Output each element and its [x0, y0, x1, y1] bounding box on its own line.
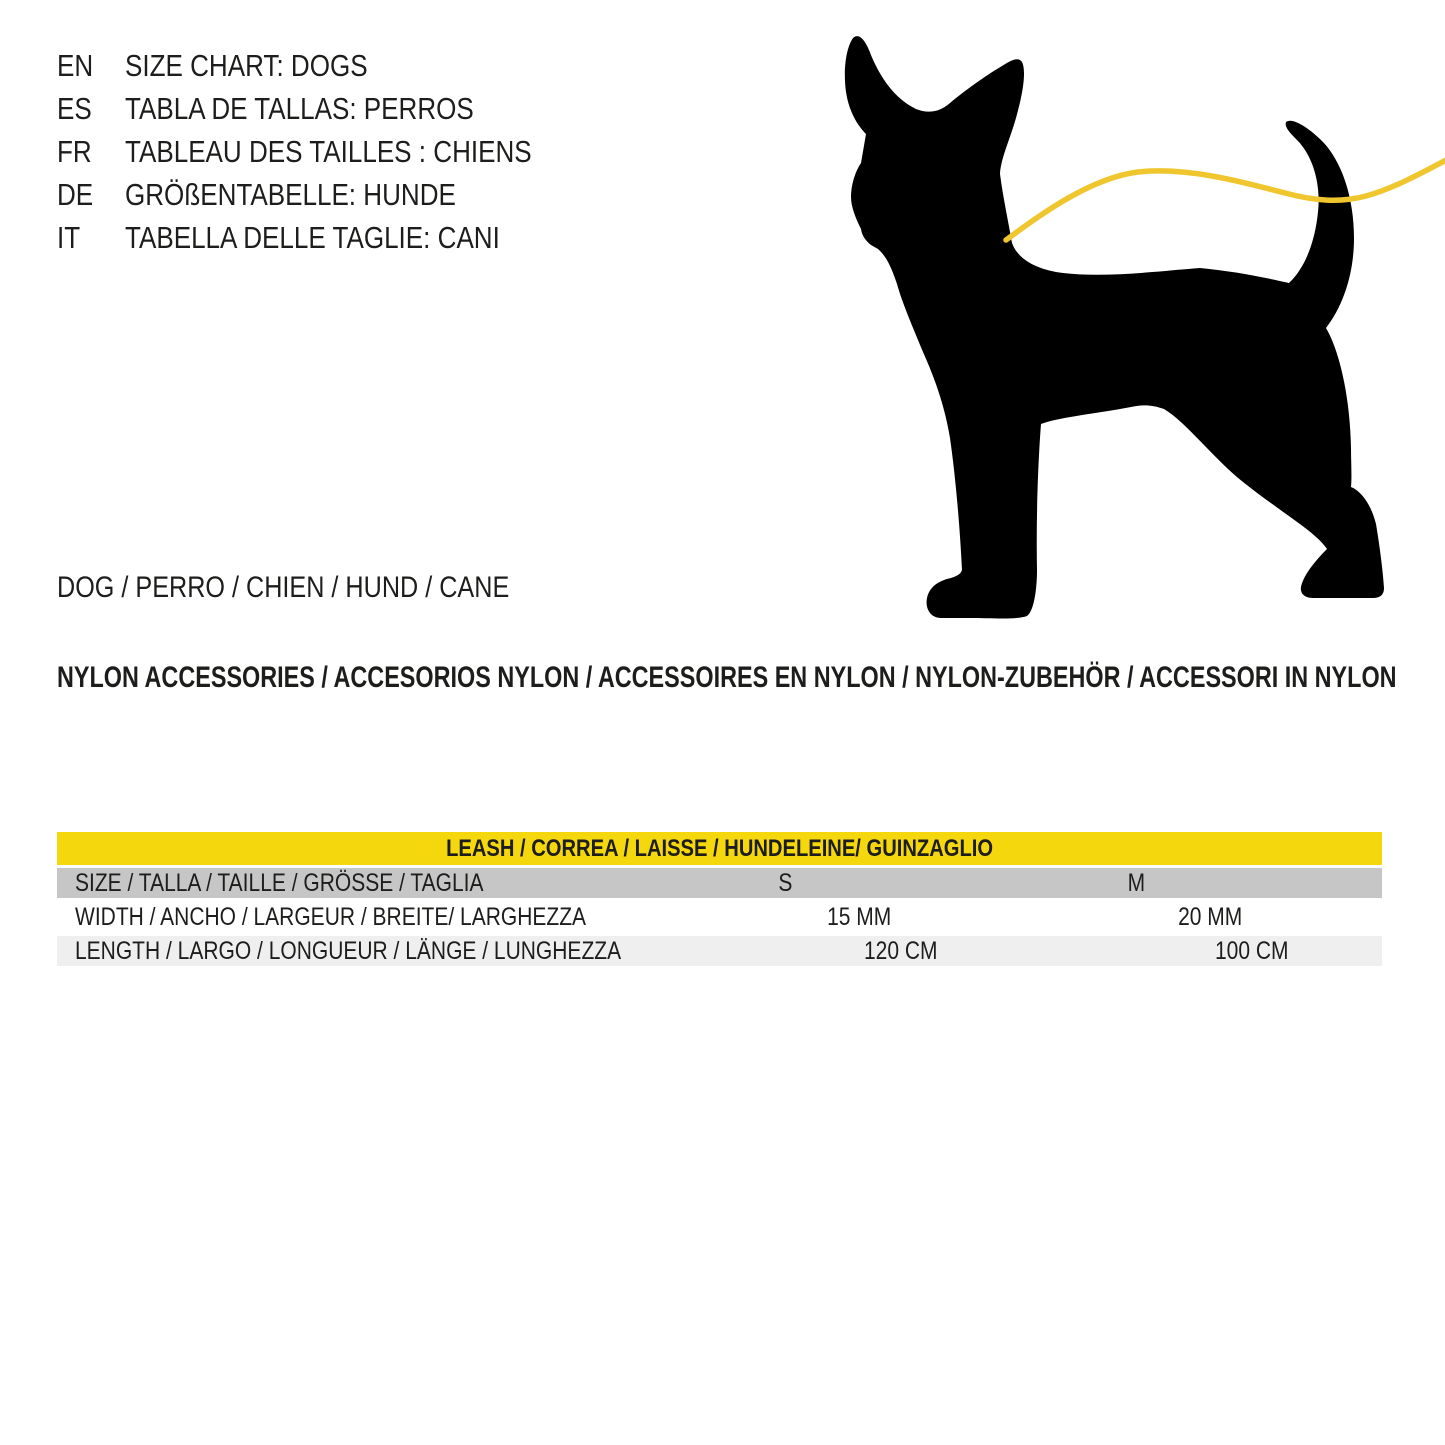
width-s-cell: 15 MM — [826, 902, 892, 931]
language-code: FR — [57, 133, 92, 169]
length-m-cell: 100 CM — [1214, 936, 1289, 965]
language-code: EN — [57, 47, 94, 83]
dog-illustration — [0, 0, 1445, 660]
size-m-cell: M — [1127, 868, 1146, 897]
language-code: DE — [57, 176, 94, 212]
language-label: GRÖßENTABELLE: HUNDE — [125, 176, 456, 212]
language-label: SIZE CHART: DOGS — [125, 47, 368, 83]
table-row-size — [57, 868, 1382, 898]
table-spacer-cell — [1312, 868, 1382, 898]
language-label: TABLA DE TALLAS: PERROS — [125, 90, 474, 126]
row-label-cell: WIDTH / ANCHO / LARGEUR / BREITE/ LARGHEZZA — [75, 902, 587, 931]
table-spacer-cell — [1385, 902, 1445, 932]
chihuahua-silhouette-icon — [845, 36, 1384, 618]
language-label: TABLEAU DES TAILLES : CHIENS — [125, 133, 532, 169]
table-header — [57, 832, 1382, 865]
dog-caption: DOG / PERRO / CHIEN / HUND / CANE — [57, 571, 510, 604]
row-label-cell: SIZE / TALLA / TAILLE / GRÖSSE / TAGLIA — [75, 868, 484, 897]
language-label: TABELLA DELLE TAGLIE: CANI — [125, 219, 500, 255]
language-code: ES — [57, 90, 92, 126]
size-table — [57, 832, 1382, 966]
row-label-cell: LENGTH / LARGO / LONGUEUR / LÄNGE / LUNGHEZZA — [75, 936, 622, 965]
section-heading: NYLON ACCESSORIES / ACCESORIOS NYLON / ACCESSOIRES EN NYLON / NYLON-ZUBEHÖR / ACCESSORI IN NYLON — [57, 661, 1397, 694]
language-code: IT — [57, 219, 81, 255]
table-spacer-cell — [1427, 936, 1445, 966]
size-s-cell: S — [778, 868, 793, 897]
table-header-label: LEASH / CORREA / LAISSE / HUNDELEINE/ GUINZAGLIO — [446, 834, 993, 862]
table-row-width — [57, 902, 1382, 932]
table-row-length — [57, 936, 1382, 966]
length-s-cell: 120 CM — [863, 936, 938, 965]
width-m-cell: 20 MM — [1177, 902, 1243, 931]
leash-line — [1006, 158, 1445, 240]
